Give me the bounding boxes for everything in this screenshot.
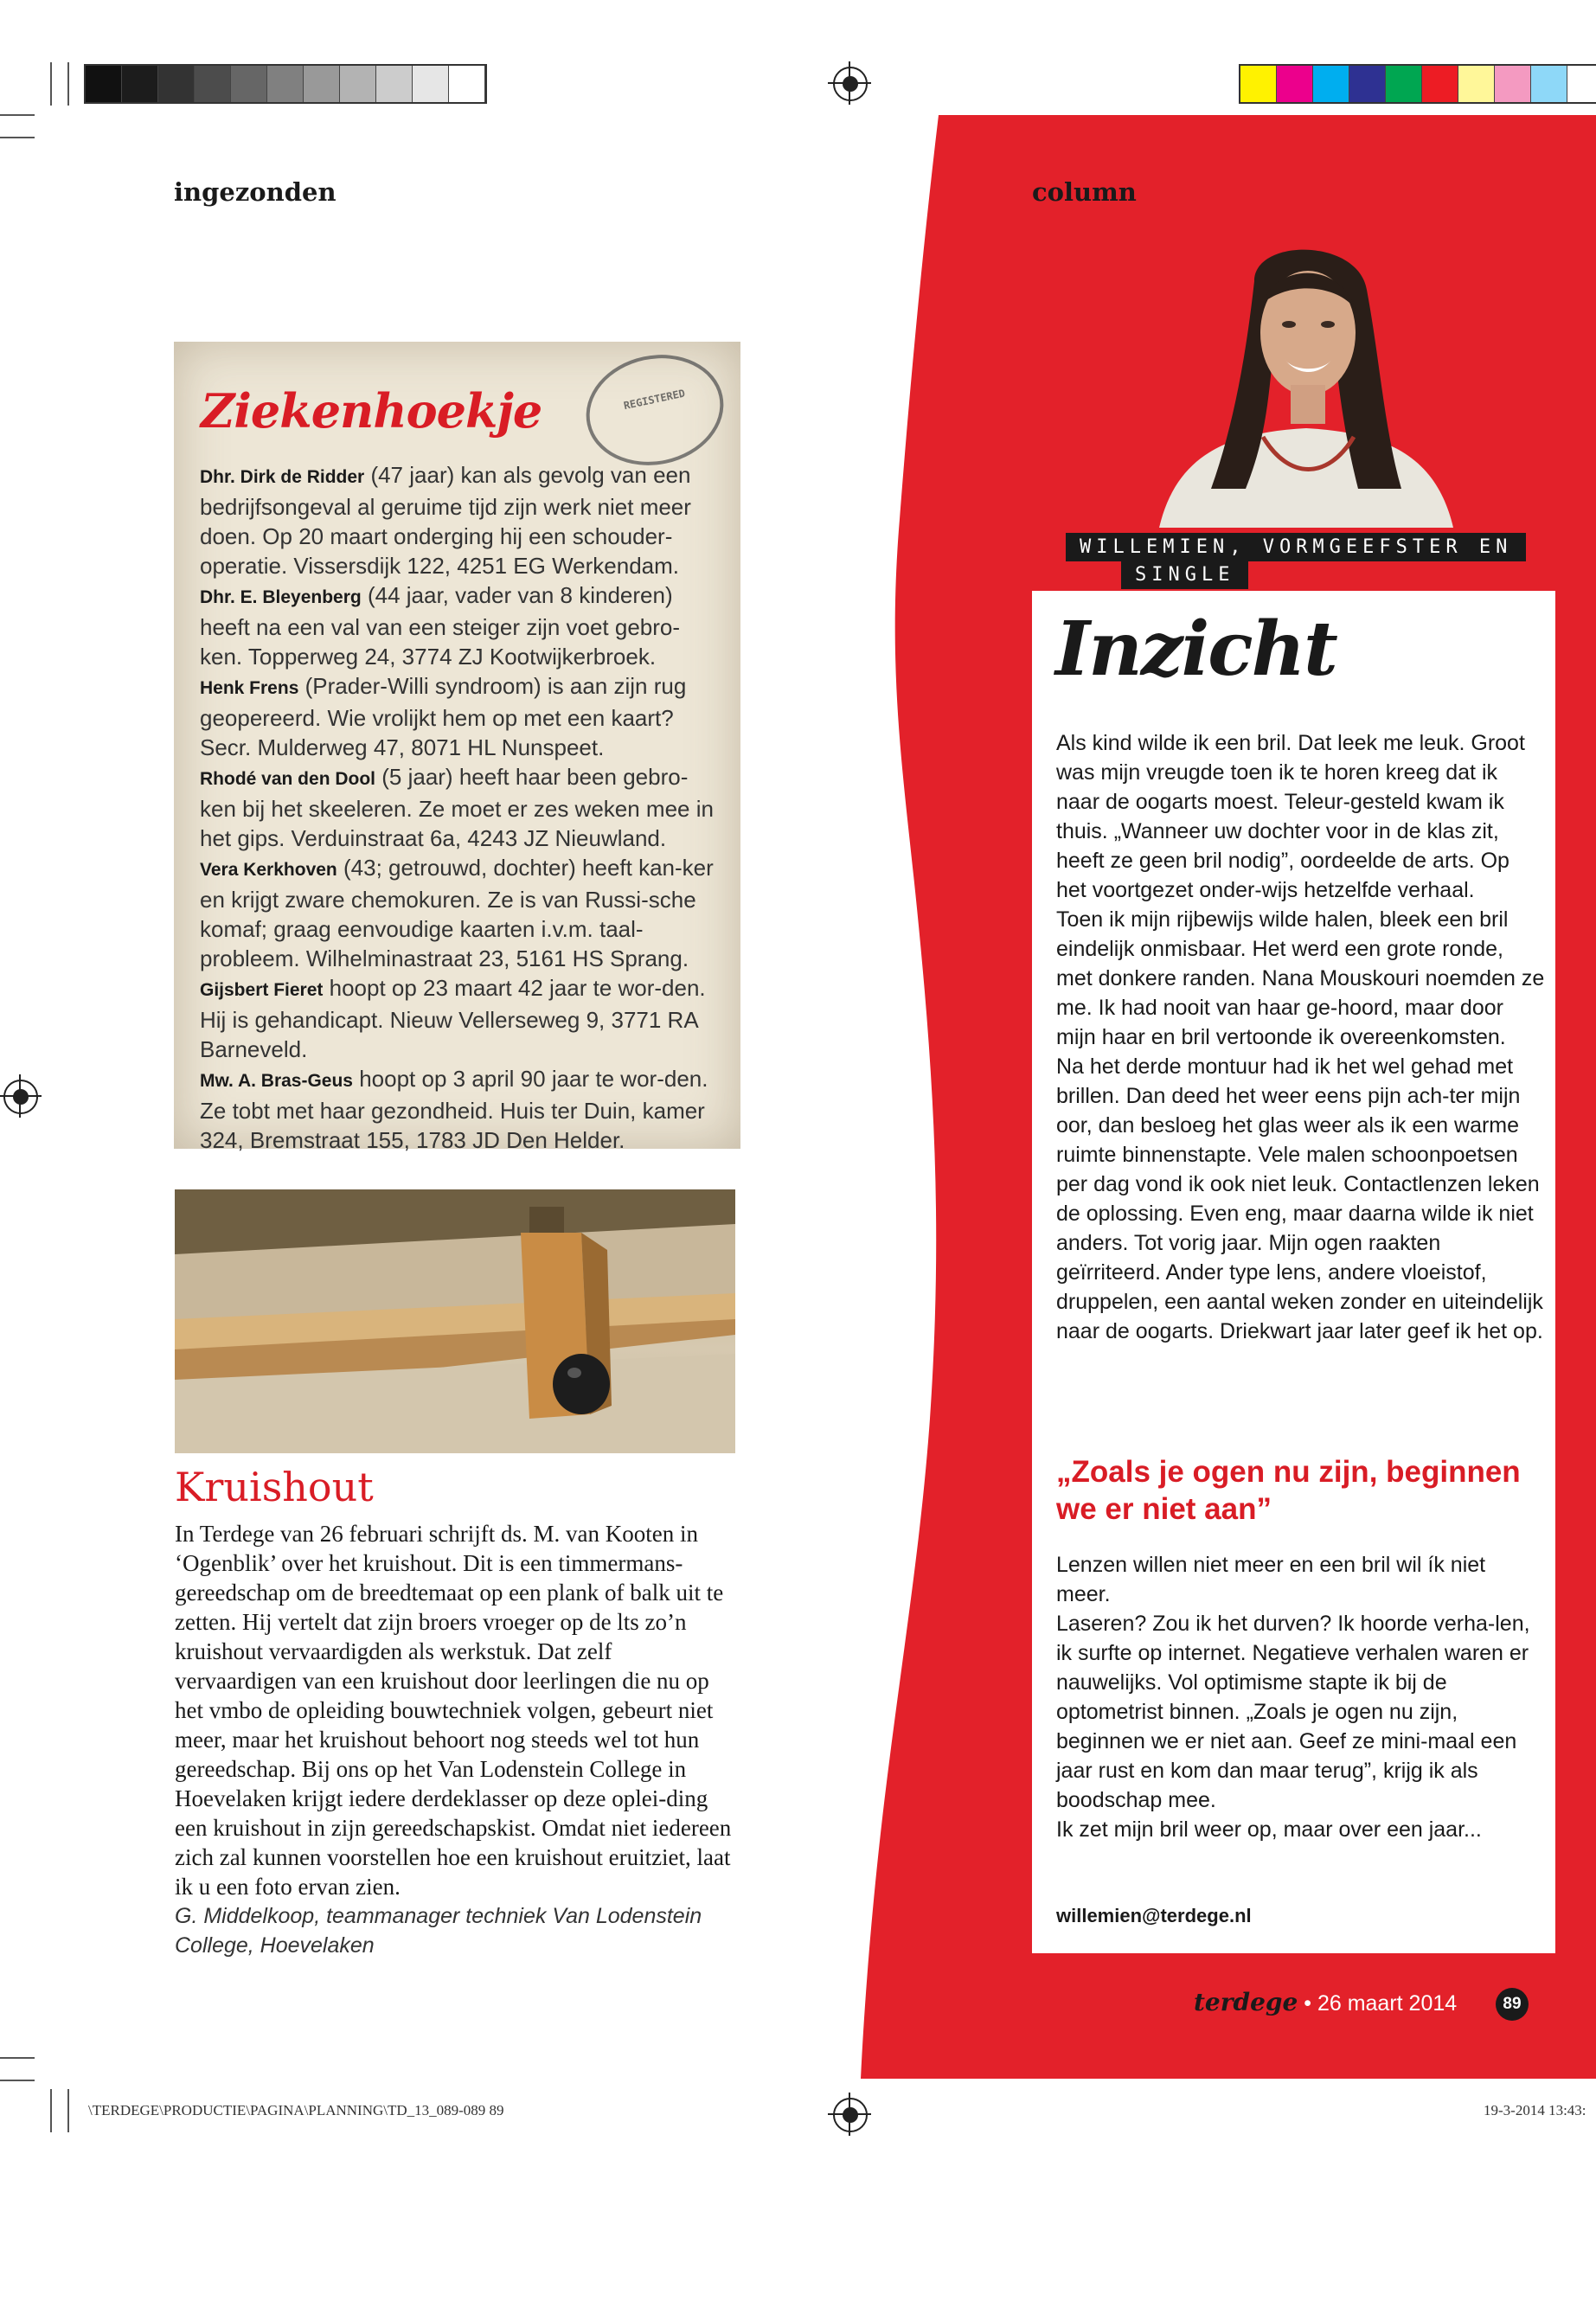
color-calibration-bar [1239,64,1596,104]
crop-mark [0,2080,35,2081]
color-swatch [1313,66,1349,102]
color-swatch [1567,66,1596,102]
sick-entry: Rhodé van den Dool (5 jaar) heeft haar been gebro-ken bij het skeeleren. Ze moet er zes weken mee in het gips. Verduinstraat 6a, 4243 JZ Nieuwland. [200,764,714,851]
gray-swatch [195,66,231,102]
portrait-illustration [1125,229,1488,528]
ziekenhoekje-list [200,460,719,1155]
kruishout-body: In Terdege van 26 februari schrijft ds. M. van Kooten in ‘Ogenblik’ over het kruishout. Dit is een timmermans-gereedschap om de breedtemaat op een plank of balk uit te zetten. Hij vertelt dat zijn broers vroeger op de lts zo’n kruishout vervaardigden als werkstuk. Dat zelf vervaardigen van een kruishout door leerlingen die nu op het vmbo de opleiding bouwtechniek volgen, gebeurt niet meer, maar het kruishout behoort nog steeds wel tot hun gereedschap. Bij ons op het Van Lodenstein College in Hoevelaken krijgt iedere derdeklasser op deze oplei-ding een kruishout in zijn gereedschapskist. Omdat niet iedereen zich zal kunnen voorstellen hoe een kruishout eruitziet, laat ik u een foto ervan zien. [175,1521,732,1900]
paragraph: Toen ik mijn rijbewijs wilde halen, bleek een bril eindelijk onmisbaar. Het werd een grote ronde, met donkere randen. Nana Mouskouri noemden ze me. Ik had nooit van haar ge-hoord, maar door mijn haar en bril vertoonde ik overeenkomsten. [1056,907,1545,1049]
column-body-part1 [1056,728,1545,1346]
registration-mark-icon [3,1080,38,1114]
gray-swatch [304,66,340,102]
section-tag-ingezonden: ingezonden [174,177,337,207]
brand-logo: terdege [1194,1988,1298,2016]
sick-entry: Henk Frens (Prader-Willi syndroom) is aan zijn rug geopereerd. Wie vrolijkt hem op met een kaart? Secr. Mulderweg 47, 8071 HL Nunspeet. [200,673,687,760]
gray-swatch [158,66,195,102]
color-swatch [1277,66,1313,102]
color-swatch [1458,66,1495,102]
gray-swatch [413,66,449,102]
page-number: 89 [1496,1988,1529,2021]
sick-entry: Gijsbert Fieret hoopt op 23 maart 42 jaar te wor-den. Hij is gehandicapt. Nieuw Vellerseweg 9, 3771 RA Barneveld. [200,975,706,1062]
sick-entry: Vera Kerkhoven (43; getrouwd, dochter) heeft kan-ker en krijgt zware chemokuren. Ze is van Russi-sche komaf; graag eenvoudige kaarten i.v.m. taal-probleem. Wilhelminastraat 23, 5161 HS Sprang. [200,855,714,971]
gray-swatch [267,66,304,102]
registration-mark-icon [833,67,868,101]
paragraph: Laseren? Zou ik het durven? Ik hoorde verha-len, ik surfte op internet. Negatieve verhalen waren er nauwelijks. Vol optimisme stapte ik bij de optometrist binnen. „Zoals je ogen nu zijn, beginnen we er niet aan. Geef ze mini-maal een jaar rust en kom dan maar terug”, krijg ik als boodschap mee. [1056,1612,1530,1812]
crop-mark [0,137,35,138]
color-swatch [1240,66,1277,102]
sick-entry: Mw. A. Bras-Geus hoopt op 3 april 90 jaar te wor-den. Ze tobt met haar gezondheid. Huis ter Duin, kamer 324, Bremstraat 155, 1783 JD Den Helder. [200,1066,708,1153]
crop-mark [67,62,69,106]
column-body-part2 [1056,1550,1545,1844]
kruishout-signature: G. Middelkoop, teammanager techniek Van Lodenstein College, Hoevelaken [175,1904,702,1958]
paragraph: Als kind wilde ik een bril. Dat leek me leuk. Groot was mijn vreugde toen ik te horen kreeg dat ik naar de oogarts moest. Teleur-gesteld kwam ik thuis. „Wanneer uw dochter voor in de klas zit, heeft ze geen bril nodig”, oordeelde de arts. Op het voortgezet onder-wijs hetzelfde verhaal. [1056,731,1525,902]
issue-date: • 26 maart 2014 [1304,1991,1458,2016]
color-swatch [1531,66,1567,102]
section-tag-column: column [1032,177,1137,207]
pull-quote: „Zoals je ogen nu zijn, beginnen we er niet aan” [1056,1455,1521,1526]
columnist-caption: WILLEMIEN, VORMGEEFSTER EN [1066,533,1526,561]
author-email-link[interactable]: willemien@terdege.nl [1056,1905,1252,1926]
columnist-caption-line2: SINGLE [1121,561,1248,589]
crop-mark [0,114,35,116]
column-title: Inzicht [1055,606,1336,693]
paragraph: Na het derde montuur had ik het wel gehad met brillen. Dan deed het weer eens pijn ach-ter mijn oor, dan besloeg het glas weer als ik een warme ruimte binnenstapte. Vele malen schoonpoetsen per dag vond ik ook niet leuk. Contactlenzen leken de oplossing. Even eng, maar daarna wilde ik niet anders. Tot vorig jaar. Mijn ogen raakten geïrriteerd. Ander type lens, andere vloeistof, druppelen, een aantal weken zonder en uiteindelijk naar de oogarts. Driekwart jaar later geef ik het op. [1056,1054,1543,1343]
crop-mark [0,2057,35,2059]
postmark-stamp-icon: REGISTERED [576,343,734,478]
print-timestamp: 19-3-2014 13:43: [1484,2102,1586,2118]
crop-mark [50,2089,52,2132]
paragraph: Lenzen willen niet meer en een bril wil ík niet meer. [1056,1553,1486,1606]
kruishout-title: Kruishout [175,1464,374,1510]
sick-entry: Dhr. Dirk de Ridder (47 jaar) kan als gevolg van een bedrijfsongeval al geruime tijd zijn werk niet meer doen. Op 20 maart onderging hij een schouder-operatie. Vissersdijk 122, 4251 EG Werkendam. [200,462,691,579]
kruishout-photo [175,1189,735,1453]
crop-mark [50,62,52,106]
ziekenhoekje-title: Ziekenhoekje [201,383,542,439]
file-path-slug: \TERDEGE\PRODUCTIE\PAGINA\PLANNING\TD_13_089-089 89 [88,2102,504,2118]
gray-swatch [86,66,122,102]
crop-mark [67,2089,69,2132]
registration-mark-icon [833,2098,868,2132]
color-swatch [1495,66,1531,102]
gray-swatch [231,66,267,102]
gray-swatch [376,66,413,102]
color-swatch [1422,66,1458,102]
gray-swatch [449,66,485,102]
kruishout-illustration [175,1189,735,1453]
paragraph: Ik zet mijn bril weer op, maar over een jaar... [1056,1817,1482,1842]
color-swatch [1349,66,1386,102]
gray-swatch [122,66,158,102]
gray-calibration-bar [84,64,487,104]
sick-entry: Dhr. E. Bleyenberg (44 jaar, vader van 8 kinderen) heeft na een val van een steiger zijn voet gebro-ken. Topperweg 24, 3774 ZJ Kootwijkerbroek. [200,582,681,670]
columnist-portrait [1125,229,1488,528]
color-swatch [1386,66,1422,102]
page-footer [1194,1988,1457,2016]
gray-swatch [340,66,376,102]
